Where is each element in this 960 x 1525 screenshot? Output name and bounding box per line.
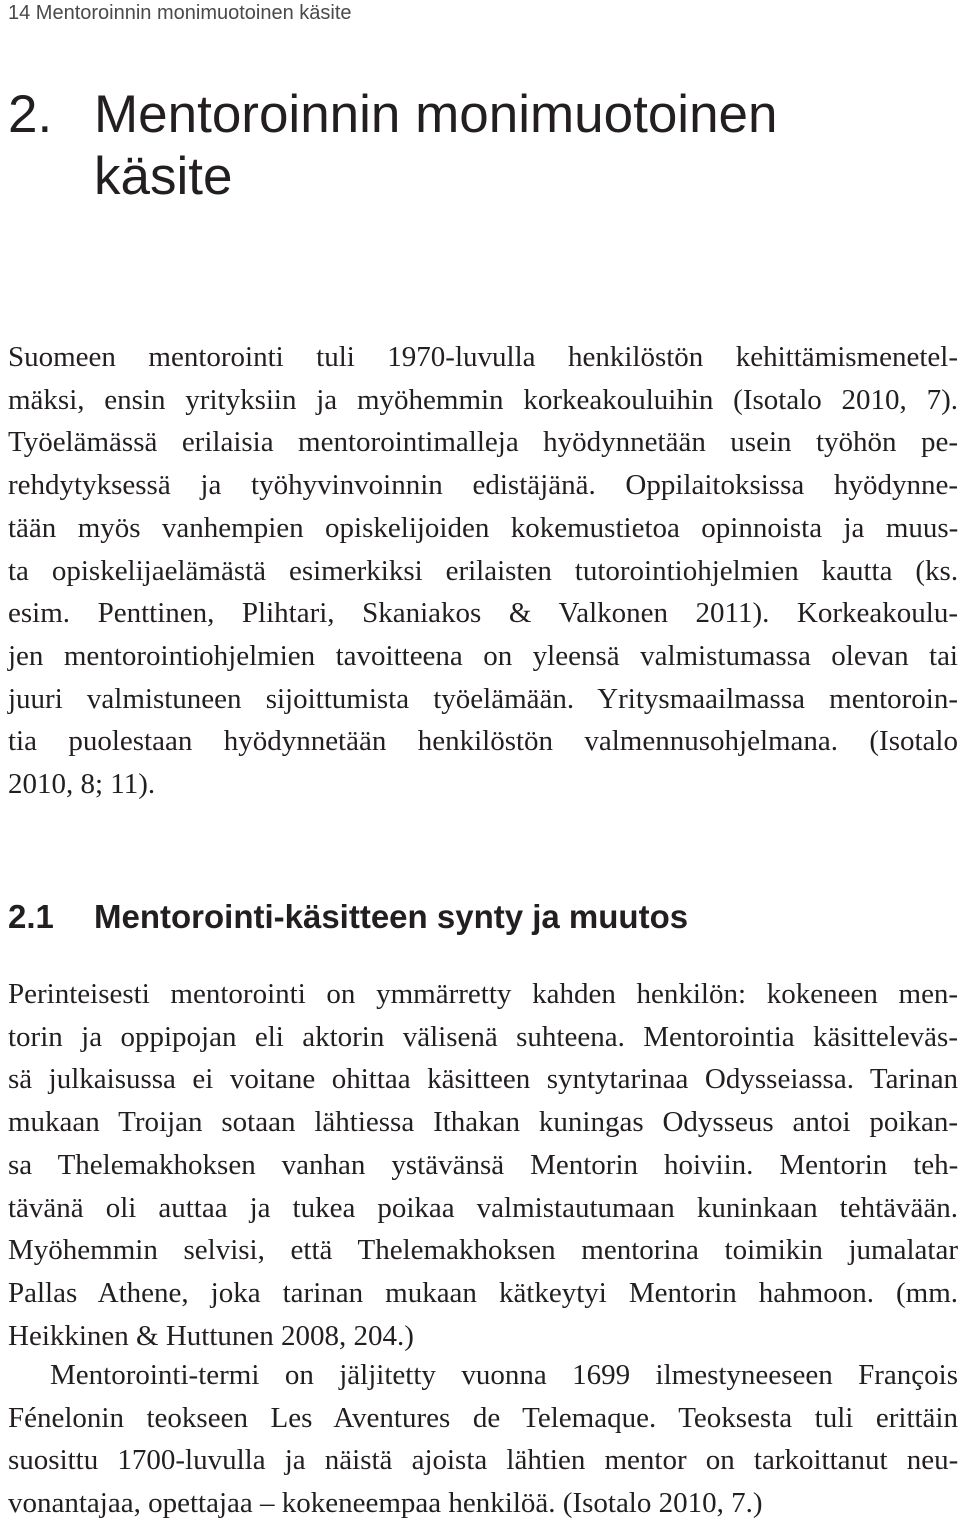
text-line: sa Thelemakhoksen vanhan ystävänsä Mentorin hoiviin. Mentorin teh- <box>8 1148 959 1181</box>
text-line: Heikkinen & Huttunen 2008, 204.) <box>8 1319 414 1352</box>
section-title <box>8 898 688 936</box>
text-line: esim. Penttinen, Plihtari, Skaniakos & Valkonen 2011). Korkeakoulu- <box>8 597 958 630</box>
chapter-title <box>8 84 948 208</box>
text-line: torin ja oppipojan eli aktorin välisenä suhteena. Mentorointia käsitteleväs- <box>8 1020 958 1053</box>
text-line: Fénelonin teokseen Les Aventures de Telemaque. Teoksesta tuli erittäin <box>8 1401 958 1434</box>
chapter-title-line-2: käsite <box>94 147 233 206</box>
text-line: jen mentorointiohjelmien tavoitteena on yleensä valmistumassa olevan tai <box>8 639 958 672</box>
section-paragraph-2 <box>8 1354 958 1525</box>
text-line: mukaan Troijan sotaan lähtiessa Ithakan kuningas Odysseus antoi poikan- <box>8 1106 958 1139</box>
text-line: sä julkaisussa ei voitane ohittaa käsitteen syntytarinaa Odysseiassa. Tarinan <box>8 1063 959 1096</box>
text-line: tään myös vanhempien opiskelijoiden kokemustietoa opinnoista ja muus- <box>8 511 959 544</box>
text-line: Suomeen mentorointi tuli 1970-luvulla henkilöstön kehittämismenetel- <box>8 341 958 373</box>
text-line: Perinteisesti mentorointi on ymmärretty kahden henkilön: kokeneen men- <box>8 978 959 1010</box>
intro-paragraph <box>8 336 958 806</box>
text-line: mäksi, ensin yrityksiin ja myöhemmin korkeakouluihin (Isotalo 2010, 7). <box>8 383 958 416</box>
text-line: Myöhemmin selvisi, että Thelemakhoksen mentorina toimikin jumalatar <box>8 1234 958 1267</box>
chapter-number: 2. <box>8 85 53 144</box>
text-line: Mentorointi-termi on jäljitetty vuonna 1699 ilmestyneeseen François <box>50 1359 958 1391</box>
text-line: rehdytyksessä ja työhyvinvoinnin edistäjänä. Oppilaitoksissa hyödynne- <box>8 469 958 502</box>
text-line: juuri valmistuneen sijoittumista työelämään. Yritysmaailmassa mentoroin- <box>8 682 958 715</box>
text-line: Pallas Athene, joka tarinan mukaan kätkeytyi Mentorin hahmoon. (mm. <box>8 1276 958 1309</box>
text-line: Työelämässä erilaisia mentorointimalleja hyödynnetään usein työhön pe- <box>8 426 958 459</box>
text-line: vonantajaa, opettajaa – kokeneempaa henkilöä. (Isotalo 2010, 7.) <box>8 1487 763 1520</box>
text-line: suosittu 1700-luvulla ja näistä ajoista lähtien mentor on tarkoittanut neu- <box>8 1444 959 1477</box>
section-title-text: Mentorointi-käsitteen synty ja muutos <box>94 898 689 935</box>
text-line: tia puolestaan hyödynnetään henkilöstön valmennusohjelmana. (Isotalo <box>8 725 958 758</box>
section-paragraph-1 <box>8 973 958 1357</box>
text-line: ta opiskelijaelämästä esimerkiksi erilaisten tutorointiohjelmien kautta (ks. <box>8 554 959 587</box>
section-number: 2.1 <box>8 898 54 935</box>
chapter-title-line-1: Mentoroinnin monimuotoinen <box>94 85 778 144</box>
text-line: 2010, 8; 11). <box>8 768 156 801</box>
running-header: 14 Mentoroinnin monimuotoinen käsite <box>8 2 352 24</box>
text-line: tävänä oli auttaa ja tukea poikaa valmistautumaan kuninkaan tehtävään. <box>8 1191 958 1224</box>
